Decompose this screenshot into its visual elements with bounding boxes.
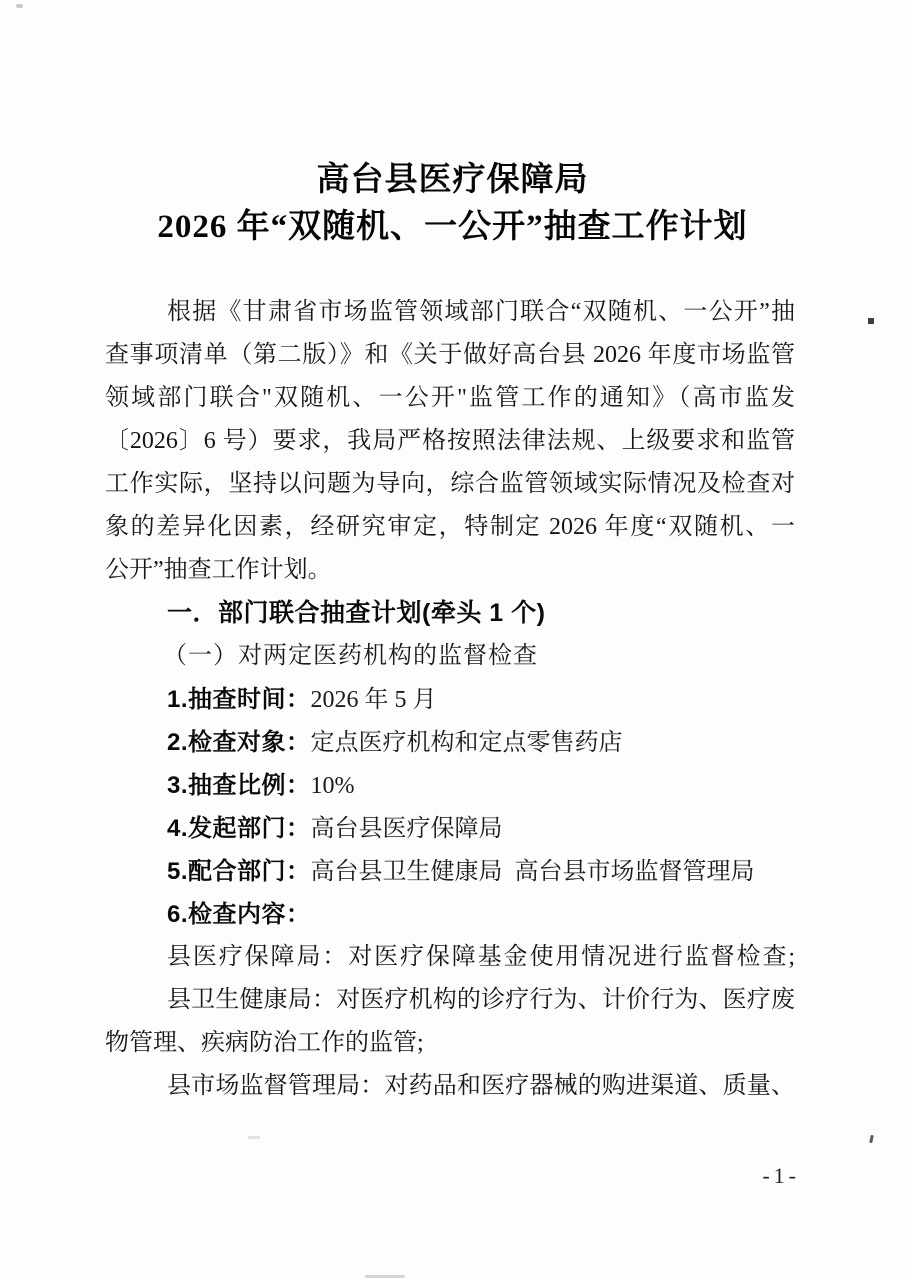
item-label: 6.检查内容： [167, 901, 311, 928]
item-value: 10% [310, 773, 355, 799]
item-row-initiating-department [105, 807, 795, 850]
paragraph-line: 工作实际，坚持以问题为导向，综合监管领域实际情况及检查对 [105, 471, 795, 497]
item-label: 2.检查对象： [167, 729, 311, 756]
section-heading: 一．部门联合抽查计划(牵头 1 个) [167, 599, 546, 627]
detail-line: 物管理、疾病防治工作的监管; [105, 1030, 424, 1056]
title-line-1: 高台县医疗保障局 [316, 162, 589, 198]
item-label: 4.发起部门： [167, 815, 311, 842]
item-row-inspection-time [105, 678, 795, 721]
page-number: -1- [762, 1163, 800, 1188]
item-value: 高台县卫生健康局 高台县市场监督管理局 [310, 859, 755, 885]
detail-line: 县医疗保障局：对医疗保障基金使用情况进行监督检查; [167, 944, 795, 970]
item-value: 高台县医疗保障局 [310, 816, 503, 842]
item-label: 3.抽查比例： [167, 772, 311, 799]
title-line-2: 2026 年“双随机、一公开”抽查工作计划 [157, 209, 748, 245]
scan-speck [248, 1136, 260, 1139]
item-row-inspection-content [105, 893, 795, 936]
scan-speck [16, 4, 23, 8]
document-title [0, 157, 905, 251]
paragraph-line: 象的差异化因素，经研究审定，特制定 2026 年度“双随机、一 [105, 514, 795, 540]
paragraph-line: 根据《甘肃省市场监管领域部门联合“双随机、一公开”抽 [167, 299, 795, 325]
item-value: 2026 年 5 月 [310, 687, 437, 713]
detail-line: 县市场监督管理局：对药品和医疗器械的购进渠道、质量、 [167, 1073, 795, 1099]
item-value: 定点医疗机构和定点零售药店 [310, 730, 623, 756]
item-label: 5.配合部门： [167, 858, 311, 885]
detail-line: 县卫生健康局：对医疗机构的诊疗行为、计价行为、医疗废 [167, 987, 795, 1013]
paragraph-line: 查事项清单（第二版）》和《关于做好高台县 2026 年度市场监管 [105, 342, 795, 368]
item-row-inspection-target [105, 721, 795, 764]
section-subheading: （一）对两定医药机构的监督检查 [163, 643, 538, 669]
document-body [105, 291, 795, 1108]
scan-speck [868, 318, 874, 324]
item-row-sampling-ratio [105, 764, 795, 807]
paragraph-line: 领域部门联合"双随机、一公开"监管工作的通知》（高市监发 [105, 385, 795, 411]
scan-speck [365, 1275, 405, 1278]
scan-speck [869, 1135, 874, 1143]
item-row-cooperating-departments [105, 850, 795, 893]
paragraph-line: 公开”抽查工作计划。 [105, 557, 332, 583]
paragraph-line: 〔2026〕6 号）要求，我局严格按照法律法规、上级要求和监管 [105, 428, 795, 454]
item-label: 1.抽查时间： [167, 686, 311, 713]
